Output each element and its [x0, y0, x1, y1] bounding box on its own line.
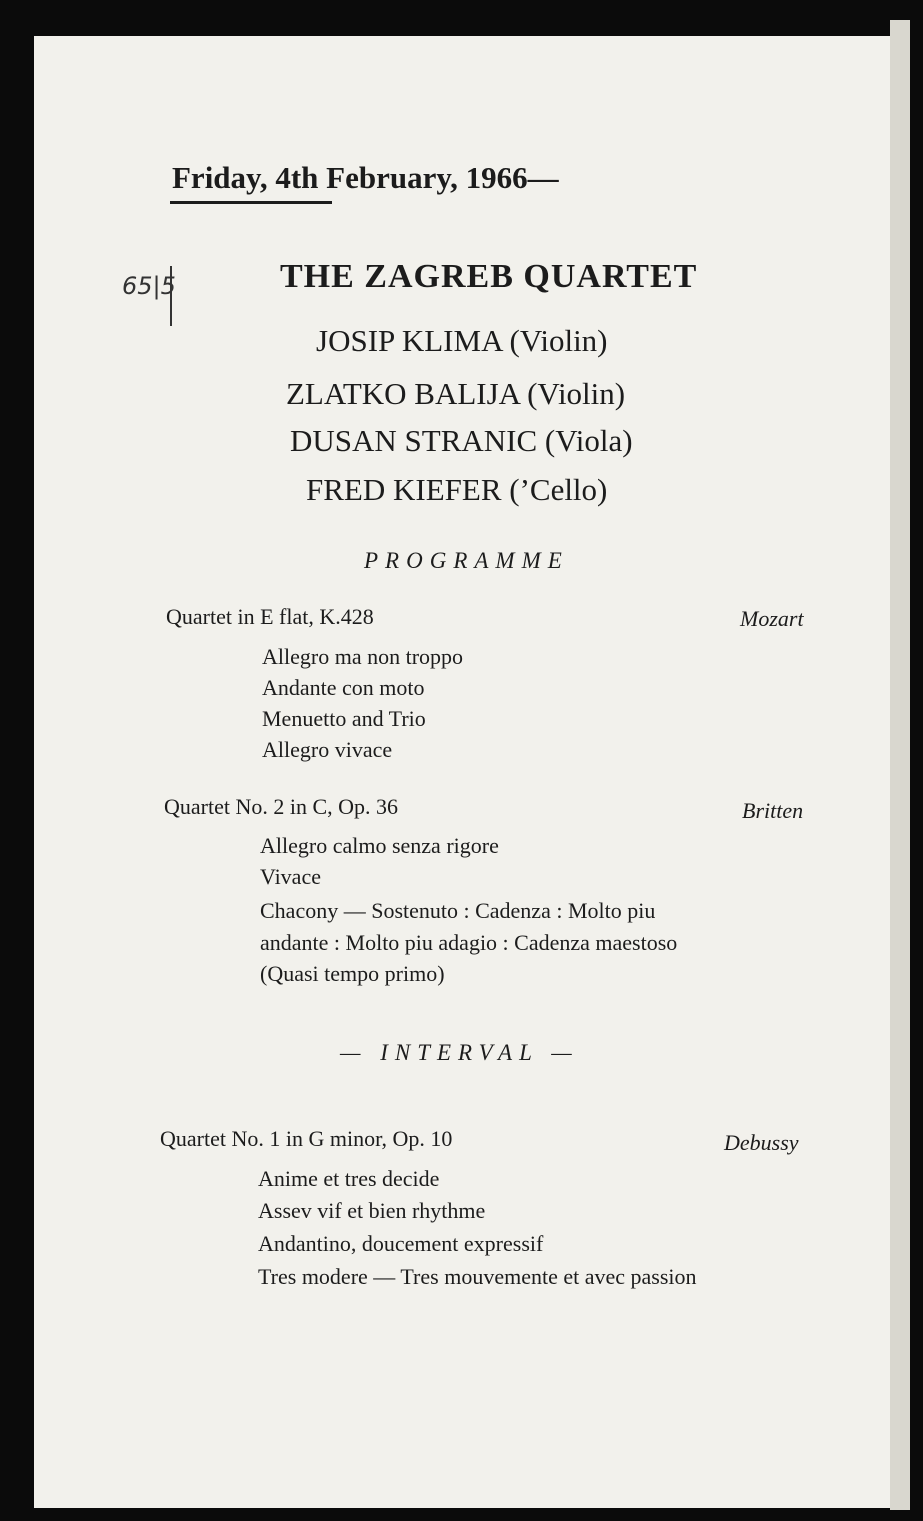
work-1-movement-1: Allegro ma non troppo: [262, 644, 464, 669]
work-2-movement-2: Vivace: [260, 864, 321, 889]
work-1-composer: Mozart: [740, 606, 804, 631]
concert-date: Friday, 4th February, 1966—: [172, 160, 559, 195]
programme-heading: PROGRAMME: [364, 548, 569, 573]
date-underline: [170, 201, 332, 204]
work-3-title: Quartet No. 1 in G minor, Op. 10: [160, 1126, 453, 1151]
programme-page: [34, 36, 890, 1508]
work-1-movement-3: Menuetto and Trio: [262, 706, 426, 731]
work-2-movement-4: andante : Molto piu adagio : Cadenza maestoso: [260, 930, 678, 955]
work-2-composer: Britten: [742, 798, 804, 823]
work-3-movement-3: Andantino, doucement expressif: [258, 1231, 544, 1256]
work-2-movement-3: Chacony — Sostenuto : Cadenza : Molto piu: [260, 898, 656, 923]
work-1-movement-2: Andante con moto: [262, 675, 425, 700]
work-1-movement-4: Allegro vivace: [262, 737, 393, 762]
ensemble-name: THE ZAGREB QUARTET: [280, 258, 698, 295]
work-3-composer: Debussy: [724, 1130, 799, 1155]
work-3-movement-4: Tres modere — Tres mouvemente et avec passion: [258, 1264, 697, 1289]
work-2-title: Quartet No. 2 in C, Op. 36: [164, 794, 399, 819]
work-1-title: Quartet in E flat, K.428: [166, 604, 374, 629]
performer-3: DUSAN STRANIC (Viola): [290, 423, 633, 458]
page-edge: [890, 20, 910, 1510]
performer-4: FRED KIEFER (’Cello): [306, 472, 608, 507]
interval-heading: — INTERVAL —: [340, 1040, 579, 1065]
work-2-movement-1: Allegro calmo senza rigore: [260, 833, 499, 858]
handwritten-annotation: 65|5: [122, 272, 176, 300]
work-2-movement-5: (Quasi tempo primo): [260, 961, 445, 986]
work-3-movement-1: Anime et tres decide: [258, 1166, 440, 1191]
work-3-movement-2: Assev vif et bien rhythme: [258, 1198, 486, 1223]
performer-2: ZLATKO BALIJA (Violin): [286, 376, 626, 411]
performer-1: JOSIP KLIMA (Violin): [316, 323, 608, 358]
